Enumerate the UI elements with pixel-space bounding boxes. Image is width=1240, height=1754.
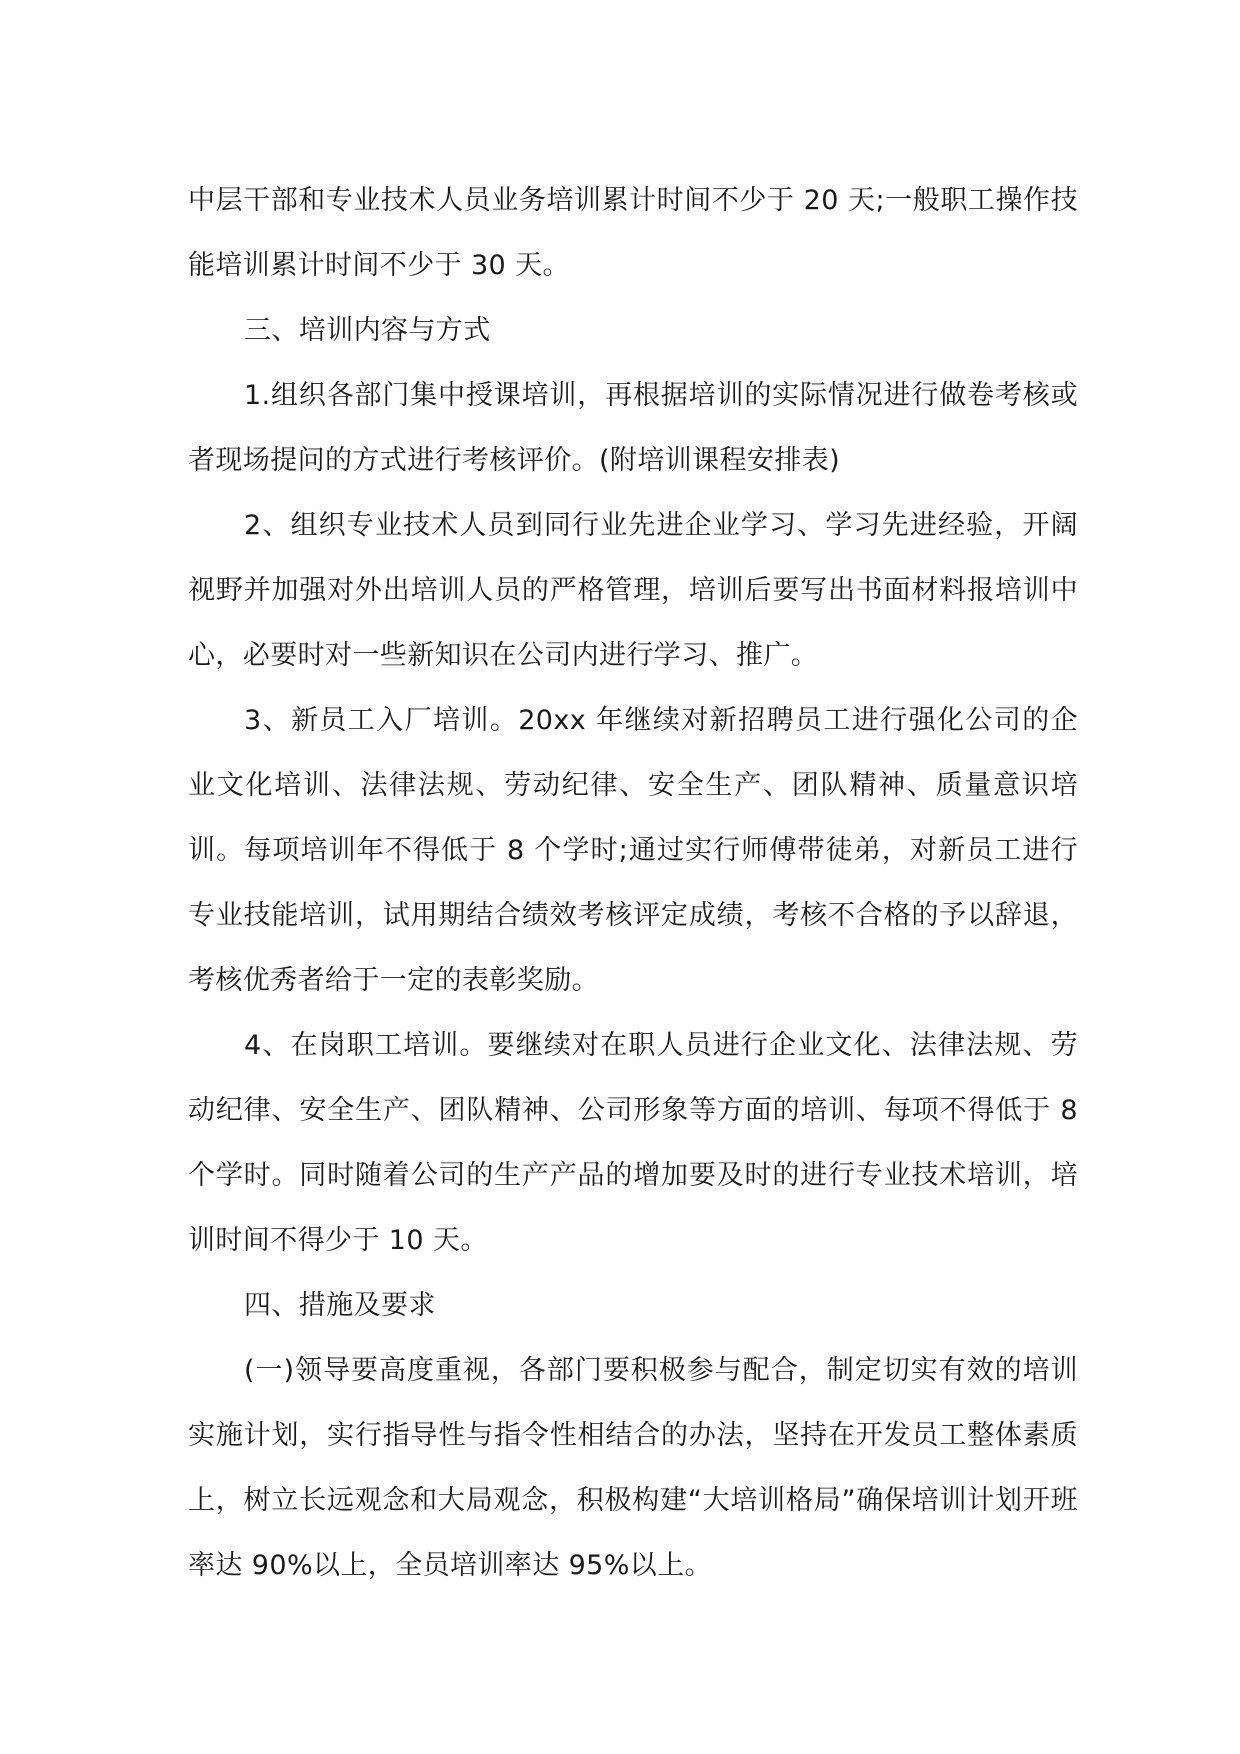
section-heading-three: 三、培训内容与方式 xyxy=(244,315,491,346)
paragraph-training-time: 中层干部和专业技术人员业务培训累计时间不少于 20 天;一般职工操作技能培训累计时间不少于 30 天。 xyxy=(188,185,1078,281)
document-body xyxy=(188,168,1078,1598)
paragraph-item-1: 1.组织各部门集中授课培训，再根据培训的实际情况进行做卷考核或者现场提问的方式进行考核评价。(附培训课程安排表) xyxy=(188,380,1078,476)
paragraph-item-3: 3、新员工入厂培训。20xx 年继续对新招聘员工进行强化公司的企业文化培训、法律法规、劳动纪律、安全生产、团队精神、质量意识培训。每项培训年不得低于 8 个学时;通过实行师傅带徒弟，对新员工进行专业技能培训，试用期结合绩效考核评定成绩，考核不合格的予以辞退，考核优秀者给于一定的表彰奖励。 xyxy=(188,705,1078,996)
paragraph-item-2: 2、组织专业技术人员到同行业先进企业学习、学习先进经验，开阔视野并加强对外出培训人员的严格管理，培训后要写出书面材料报培训中心，必要时对一些新知识在公司内进行学习、推广。 xyxy=(188,510,1078,671)
paragraph-measure-1: (一)领导要高度重视，各部门要积极参与配合，制定切实有效的培训实施计划，实行指导性与指令性相结合的办法，坚持在开发员工整体素质上，树立长远观念和大局观念，积极构建“大培训格局”确保培训计划开班率达 90%以上，全员培训率达 95%以上。 xyxy=(188,1355,1078,1581)
paragraph-item-4: 4、在岗职工培训。要继续对在职人员进行企业文化、法律法规、劳动纪律、安全生产、团队精神、公司形象等方面的培训、每项不得低于 8 个学时。同时随着公司的生产产品的增加要及时的进行专业技术培训，培训时间不得少于 10 天。 xyxy=(188,1030,1078,1256)
section-heading-four: 四、措施及要求 xyxy=(244,1290,436,1321)
